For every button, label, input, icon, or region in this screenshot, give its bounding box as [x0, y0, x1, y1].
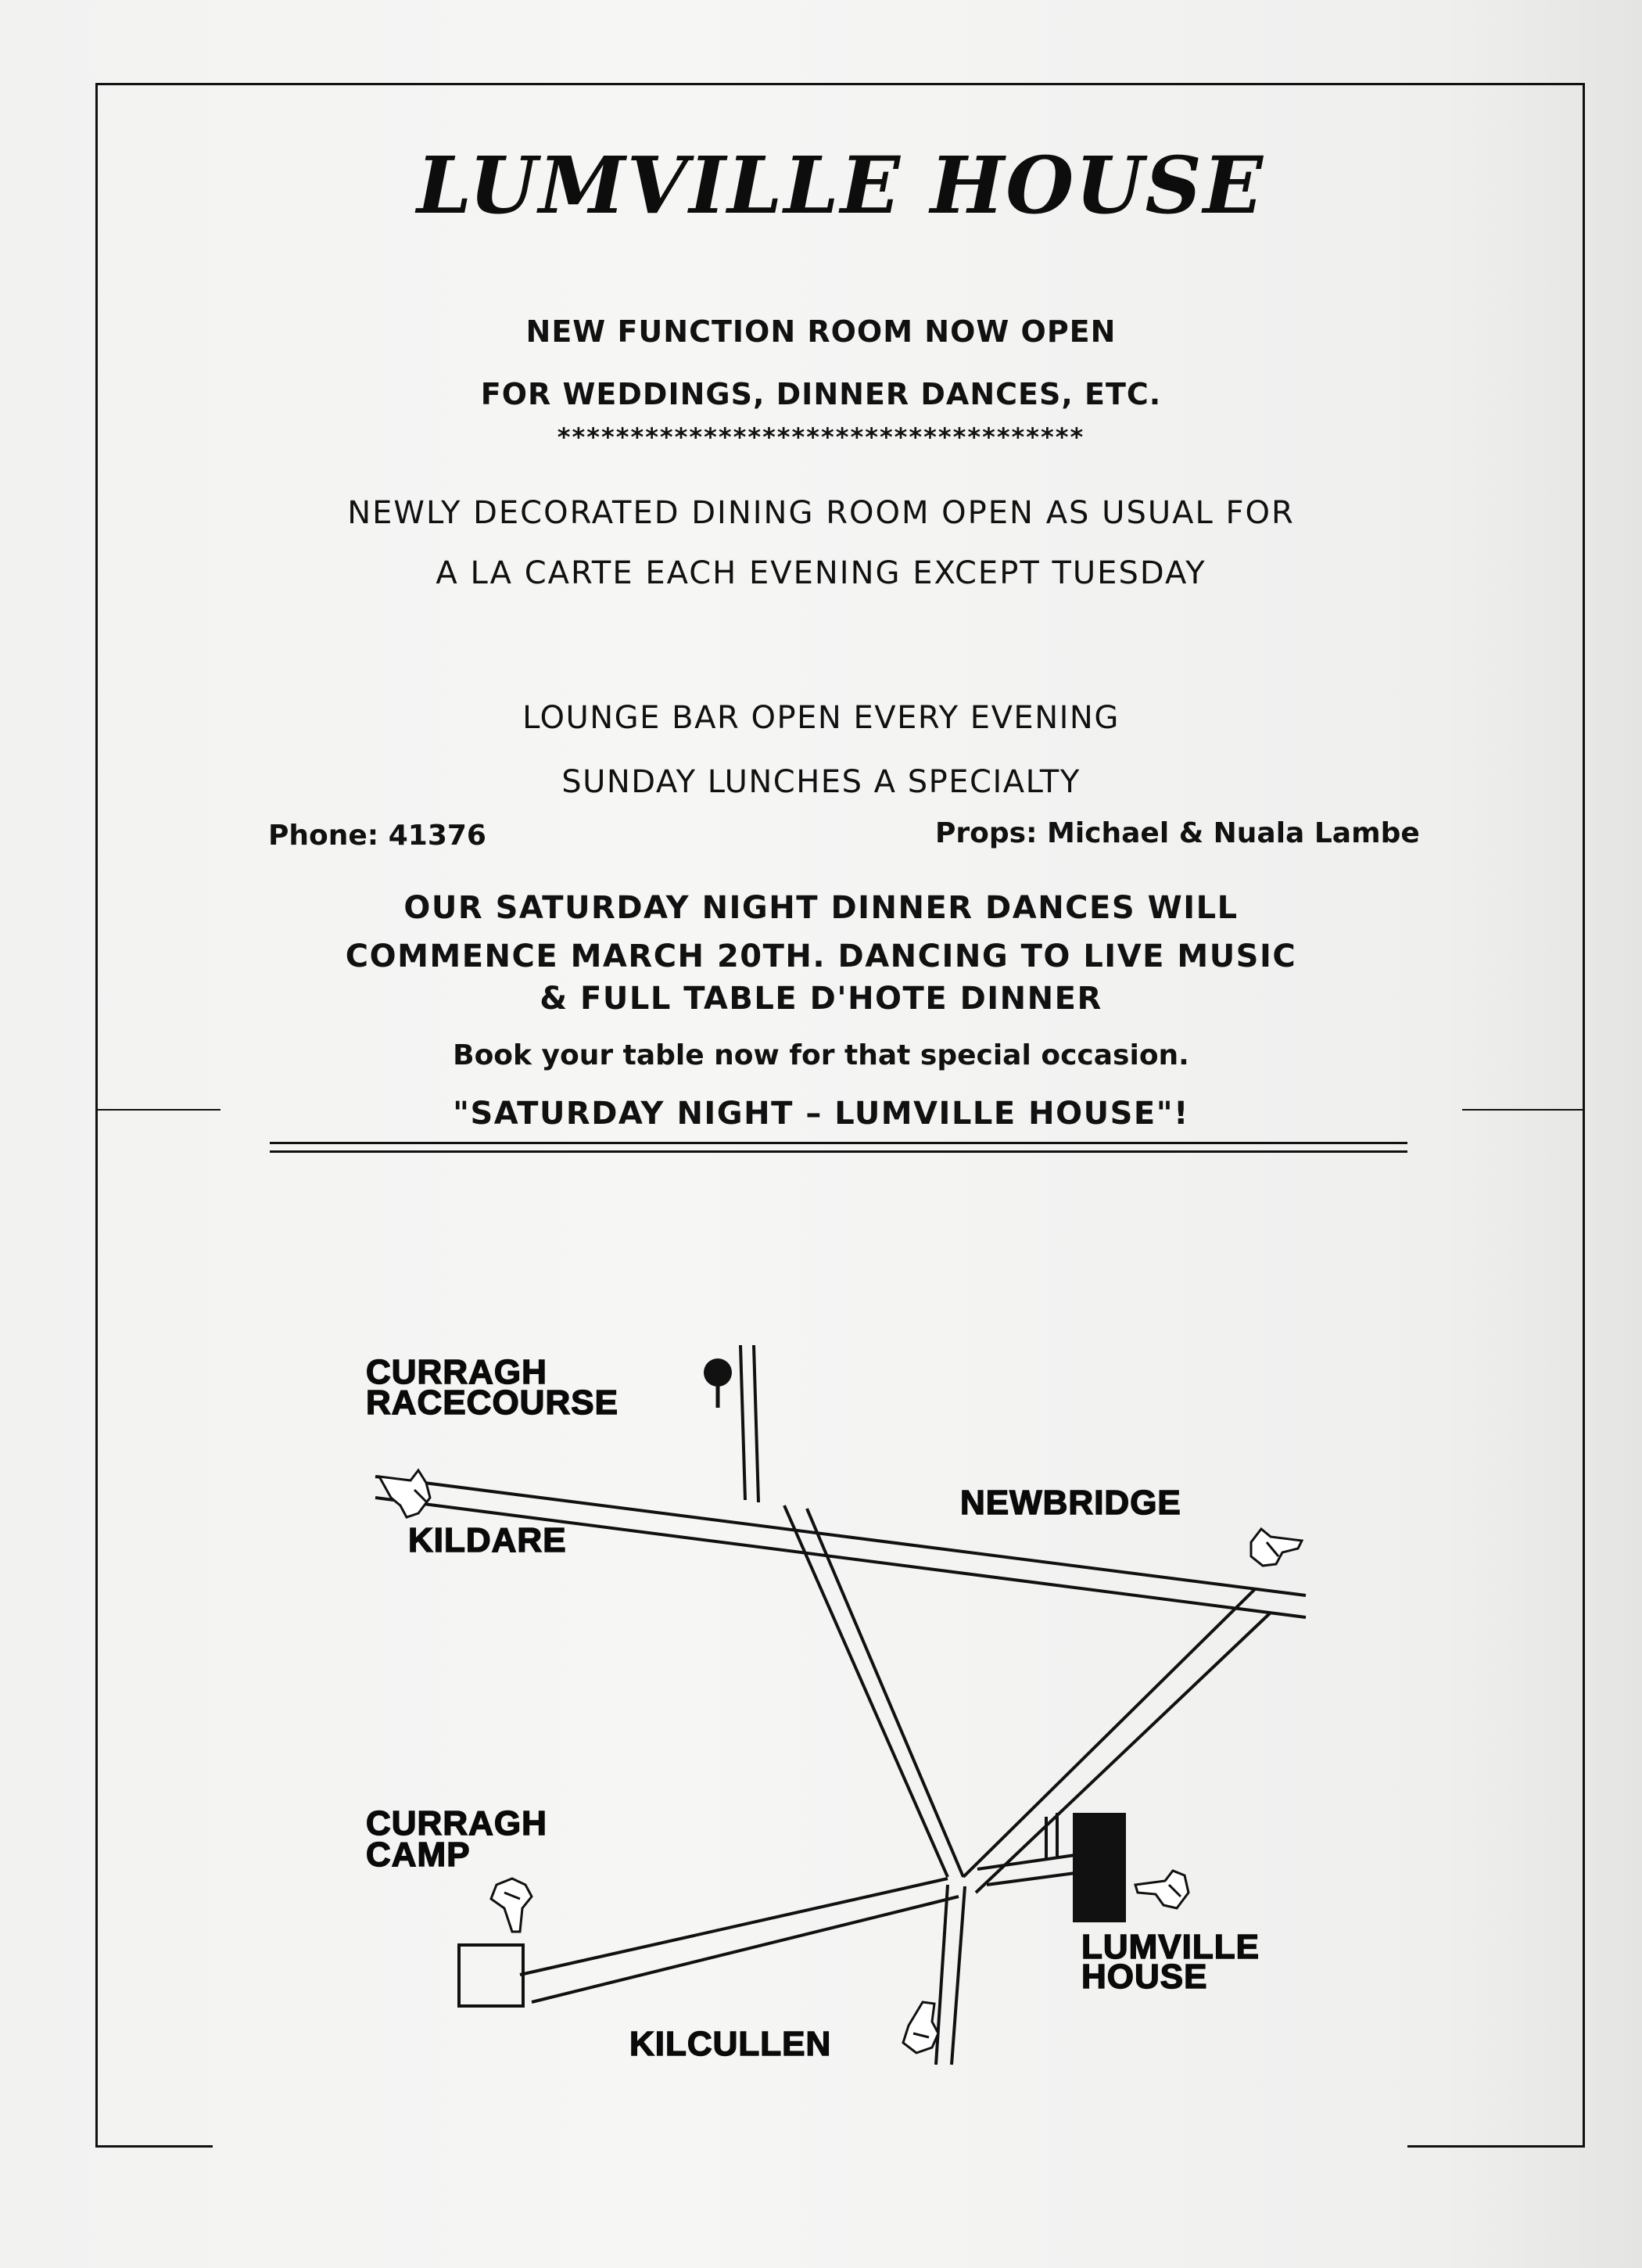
racecourse-pin-icon	[704, 1358, 732, 1387]
line-dinner-dances: OUR SATURDAY NIGHT DINNER DANCES WILL	[403, 890, 1239, 926]
road-racecourse-spur	[740, 1345, 745, 1500]
line-saturday-night: "SATURDAY NIGHT – LUMVILLE HOUSE"!	[453, 1096, 1189, 1132]
road-curragh-camp	[520, 1879, 948, 1975]
label-newbridge: NEWBRIDGE	[960, 1484, 1181, 1522]
line-lounge-bar: LOUNGE BAR OPEN EVERY EVENING	[522, 700, 1120, 736]
line-table-dhote: & FULL TABLE D'HOTE DINNER	[540, 981, 1102, 1017]
line-a-la-carte: A LA CARTE EACH EVENING EXCEPT TUESDAY	[436, 555, 1206, 591]
road-curragh-camp-edge	[532, 1897, 959, 2002]
kilcullen-hand-icon	[903, 2002, 938, 2053]
road-kilcullen-south-edge	[952, 1886, 965, 2065]
line-sunday-lunches: SUNDAY LUNCHES A SPECIALTY	[561, 764, 1081, 800]
advert-title: LUMVILLE HOUSE	[416, 139, 1264, 231]
label-kilcullen: KILCULLEN	[629, 2025, 832, 2063]
lumville-hand-icon	[1135, 1871, 1188, 1908]
label-curragh-camp-line2: CAMP	[366, 1836, 471, 1874]
newbridge-hand-icon	[1251, 1529, 1302, 1566]
road-racecourse-spur-edge	[754, 1345, 758, 1502]
road-lumville-house	[977, 1855, 1075, 1869]
line-commence: COMMENCE MARCH 20TH. DANCING TO LIVE MUSIC	[345, 938, 1297, 974]
lumville-house-block	[1073, 1813, 1126, 1922]
proprietors: Props: Michael & Nuala Lambe	[935, 817, 1420, 849]
phone-number: Phone: 41376	[268, 820, 486, 852]
line-weddings: FOR WEDDINGS, DINNER DANCES, ETC.	[480, 377, 1162, 411]
label-lumville-house-line1: LUMVILLE	[1081, 1928, 1260, 1966]
label-kildare: KILDARE	[408, 1521, 567, 1559]
line-book-table: Book your table now for that special occasion.	[453, 1039, 1189, 1071]
label-lumville-house-line2: HOUSE	[1081, 1958, 1208, 1996]
label-curragh-racecourse-line1: CURRAGH	[366, 1353, 547, 1391]
line-function-room: NEW FUNCTION ROOM NOW OPEN	[525, 314, 1117, 349]
curragh-camp-hand-icon	[491, 1879, 532, 1932]
kildare-hand-icon	[379, 1470, 430, 1517]
road-lumville-house-edge	[987, 1873, 1075, 1885]
line-stars: ************************************	[557, 422, 1085, 452]
label-curragh-racecourse-line2: RACECOURSE	[366, 1383, 618, 1422]
label-curragh-camp-line1: CURRAGH	[366, 1804, 547, 1843]
road-kilcullen-south	[936, 1885, 948, 2065]
line-dining-room: NEWLY DECORATED DINING ROOM OPEN AS USUAL FOR	[347, 495, 1295, 531]
curragh-camp-box	[459, 1945, 523, 2006]
